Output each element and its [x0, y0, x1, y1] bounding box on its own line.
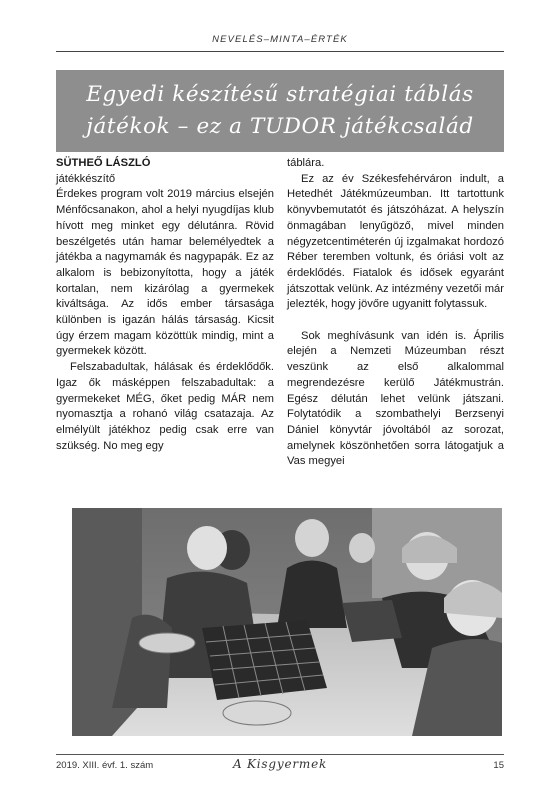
- body-paragraph: Ez az év Székesfehérváron indult, a Hetedhét Játékmúzeumban. Itt tartottunk könyvbemutatót és játszóházat. A helyszín önmagában lenyűgöző, mivel minden négyzetcentiméterén új izgalmakat hordozó Réber teremben voltunk, és óriási volt az érdeklődés. Fiatalok és idősek egyaránt játszottak velünk. Az intézmény vezetői már jelezték, hogy jövőre ugyanitt folytassuk.: [287, 172, 504, 311]
- photo-illustration: [72, 508, 502, 736]
- footer-rule: [56, 754, 504, 755]
- issue-info: 2019. XIII. évf. 1. szám: [56, 760, 154, 771]
- right-column: [287, 156, 504, 470]
- body-paragraph: Érdekes program volt 2019 március elsején Ménfőcsanakon, ahol a helyi nyugdíjas klub hívott meg minket egy délutánra. Rövid beszélgetés után hamar belemélyedtek a játékba a nagymamák és nagypapák. Ez az alkalom is bebizonyította, hogy a játék kortalan, nem kizárólag a gyermekek kiváltsága. Az idős ember társasága különben is igazán hálás társaság. Kicsit úgy érzem magam közöttük mindig, mint a gyermekek között.: [56, 188, 274, 358]
- paragraph-gap: [287, 313, 504, 329]
- article-title-line-2: játékok – ez a TUDOR játékcsalád: [86, 114, 474, 139]
- running-head: NEVELÉS–MINTA–ÉRTÉK: [212, 34, 348, 45]
- article-title-banner: [56, 70, 504, 152]
- page-number: 15: [493, 760, 504, 771]
- article-photo: [72, 508, 502, 736]
- article-title-line-1: Egyedi készítésű stratégiai táblás: [86, 82, 474, 107]
- body-paragraph: Sok meghívásunk van idén is. Április elején a Nemzeti Múzeumban részt veszünk az első alkalommal megrendezésre kerülő Játékmustrán. Egész délután lehet velünk játszani. Folytatódik a szombathelyi Berzsenyi Dániel könyvtár jóvoltából az sorozat, amelynek köszönhetően sorra látogatjuk a Vas megyei: [287, 329, 504, 468]
- left-column: [56, 156, 274, 454]
- body-paragraph: táblára.: [287, 157, 325, 169]
- author-role: játékkészítő: [56, 172, 116, 185]
- author-name: SÜTHEŐ LÁSZLÓ: [56, 157, 151, 169]
- magazine-name: A Kisgyermek: [232, 757, 328, 771]
- body-paragraph: Felszabadultak, hálásak és érdeklődők. Igaz ők másképpen felszabadultak: a gyermekeket MÉG, őket pedig MÁR nem nyomasztja a rohanó világ csatazaja. Az elmélyült játékhoz pedig csak erre van szükség. No meg egy: [56, 361, 274, 452]
- header-rule: [56, 51, 504, 52]
